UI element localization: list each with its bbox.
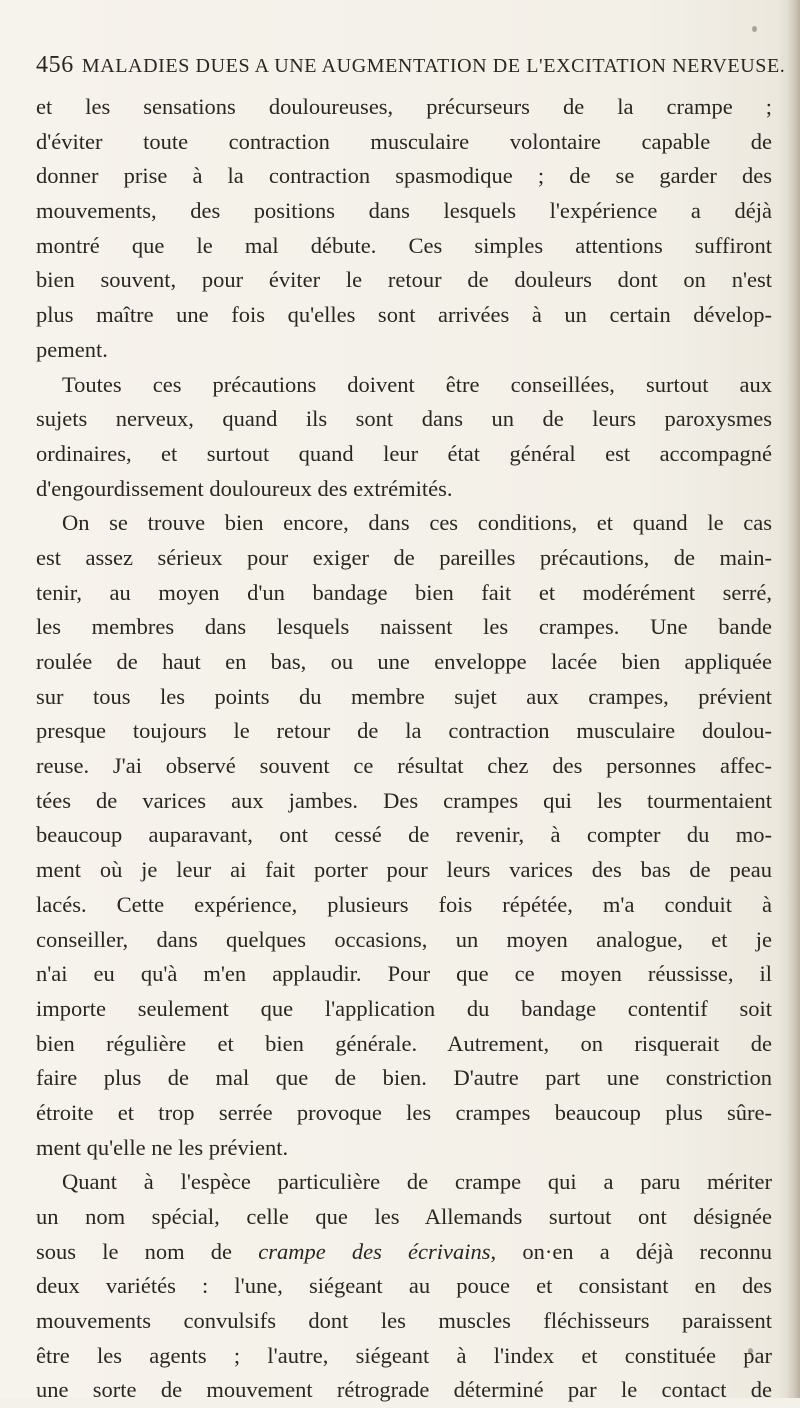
text-line: ordinaires, et surtout quand leur état général est accompagné [36, 440, 772, 466]
text-line: sur tous les points du membre sujet aux crampes, prévient [36, 683, 772, 709]
text-line: conseiller, dans quelques occasions, un moyen analogue, et je [36, 926, 772, 952]
text-line: sujets nerveux, quand ils sont dans un de leurs paroxysmes [36, 406, 772, 432]
text-line: tenir, au moyen d'un bandage bien fait et modérément serré, [36, 579, 772, 605]
paragraph-start: On se trouve bien encore, dans ces conditions, et quand le cas [62, 510, 772, 536]
text-line: être les agents ; l'autre, siégeant à l'index et constituée par [36, 1342, 772, 1368]
text-line: bien régulière et bien générale. Autrement, on risquerait de [36, 1030, 772, 1056]
text-line: d'éviter toute contraction musculaire volontaire capable de [36, 128, 772, 154]
text-line: deux variétés : l'une, siégeant au pouce et consistant en des [36, 1273, 772, 1299]
page-number: 456 [36, 52, 74, 78]
text-line: bien souvent, pour éviter le retour de douleurs dont on n'est [36, 267, 772, 293]
text-line: et les sensations douloureuses, précurseurs de la crampe ; [36, 94, 772, 119]
italic-term: crampe des écrivains [258, 1238, 491, 1264]
ink-speck [752, 26, 757, 32]
text-line: est assez sérieux pour exiger de pareilles précautions, de main- [36, 544, 772, 570]
text-line: importe seulement que l'application du bandage contentif soit [36, 995, 772, 1021]
text-line: plus maître une fois qu'elles sont arrivées à un certain dévelop- [36, 302, 772, 328]
running-header [36, 52, 786, 79]
paragraph-start: Toutes ces précautions doivent être conseillées, surtout aux [62, 371, 772, 397]
text-line: d'engourdissement douloureux des extrémités. [36, 475, 453, 501]
text-segment: , on·en a déjà reconnu [490, 1238, 773, 1264]
text-line: étroite et trop serrée provoque les crampes beaucoup plus sûre- [36, 1099, 772, 1125]
text-line: faire plus de mal que de bien. D'autre part une constriction [36, 1065, 772, 1091]
text-line: n'ai eu qu'à m'en applaudir. Pour que ce moyen réussisse, il [36, 961, 772, 987]
text-line: mouvements convulsifs dont les muscles fléchisseurs paraissent [36, 1308, 772, 1334]
text-line: donner prise à la contraction spasmodique ; de se garder des [36, 163, 772, 189]
text-line: ment qu'elle ne les prévient. [36, 1134, 289, 1160]
text-line: lacés. Cette expérience, plusieurs fois répétée, m'a conduit à [36, 891, 772, 917]
text-line: mouvements, des positions dans lesquels l'expérience a déjà [36, 198, 772, 224]
text-line: ment où je leur ai fait porter pour leurs varices des bas de peau [36, 857, 772, 883]
text-line: presque toujours le retour de la contraction musculaire doulou- [36, 718, 772, 744]
text-line: tées de varices aux jambes. Des crampes qui les tourmentaient [36, 787, 772, 813]
text-line: les membres dans lesquels naissent les crampes. Une bande [36, 614, 772, 640]
text-line: beaucoup auparavant, ont cessé de revenir, à compter du mo- [36, 822, 772, 848]
text-segment: sous le nom de [36, 1238, 233, 1264]
page-edge [786, 0, 800, 1398]
body-text [36, 90, 772, 1408]
paragraph-start: Quant à l'espèce particulière de crampe qui a paru mériter [62, 1169, 772, 1195]
text-line-with-italic [36, 1235, 772, 1270]
text-line: pement. [36, 336, 108, 362]
text-line: reuse. J'ai observé souvent ce résultat chez des personnes affec- [36, 753, 772, 779]
text-line: montré que le mal débute. Ces simples attentions suffiront [36, 232, 772, 258]
text-line: roulée de haut en bas, ou une enveloppe lacée bien appliquée [36, 649, 772, 674]
text-line: un nom spécial, celle que les Allemands surtout ont désignée [36, 1204, 772, 1229]
running-title: MALADIES DUES A UNE AUGMENTATION DE L'EXCITATION NERVEUSE. [81, 55, 786, 77]
text-line: une sorte de mouvement rétrograde déterminé par le contact de [36, 1377, 772, 1403]
